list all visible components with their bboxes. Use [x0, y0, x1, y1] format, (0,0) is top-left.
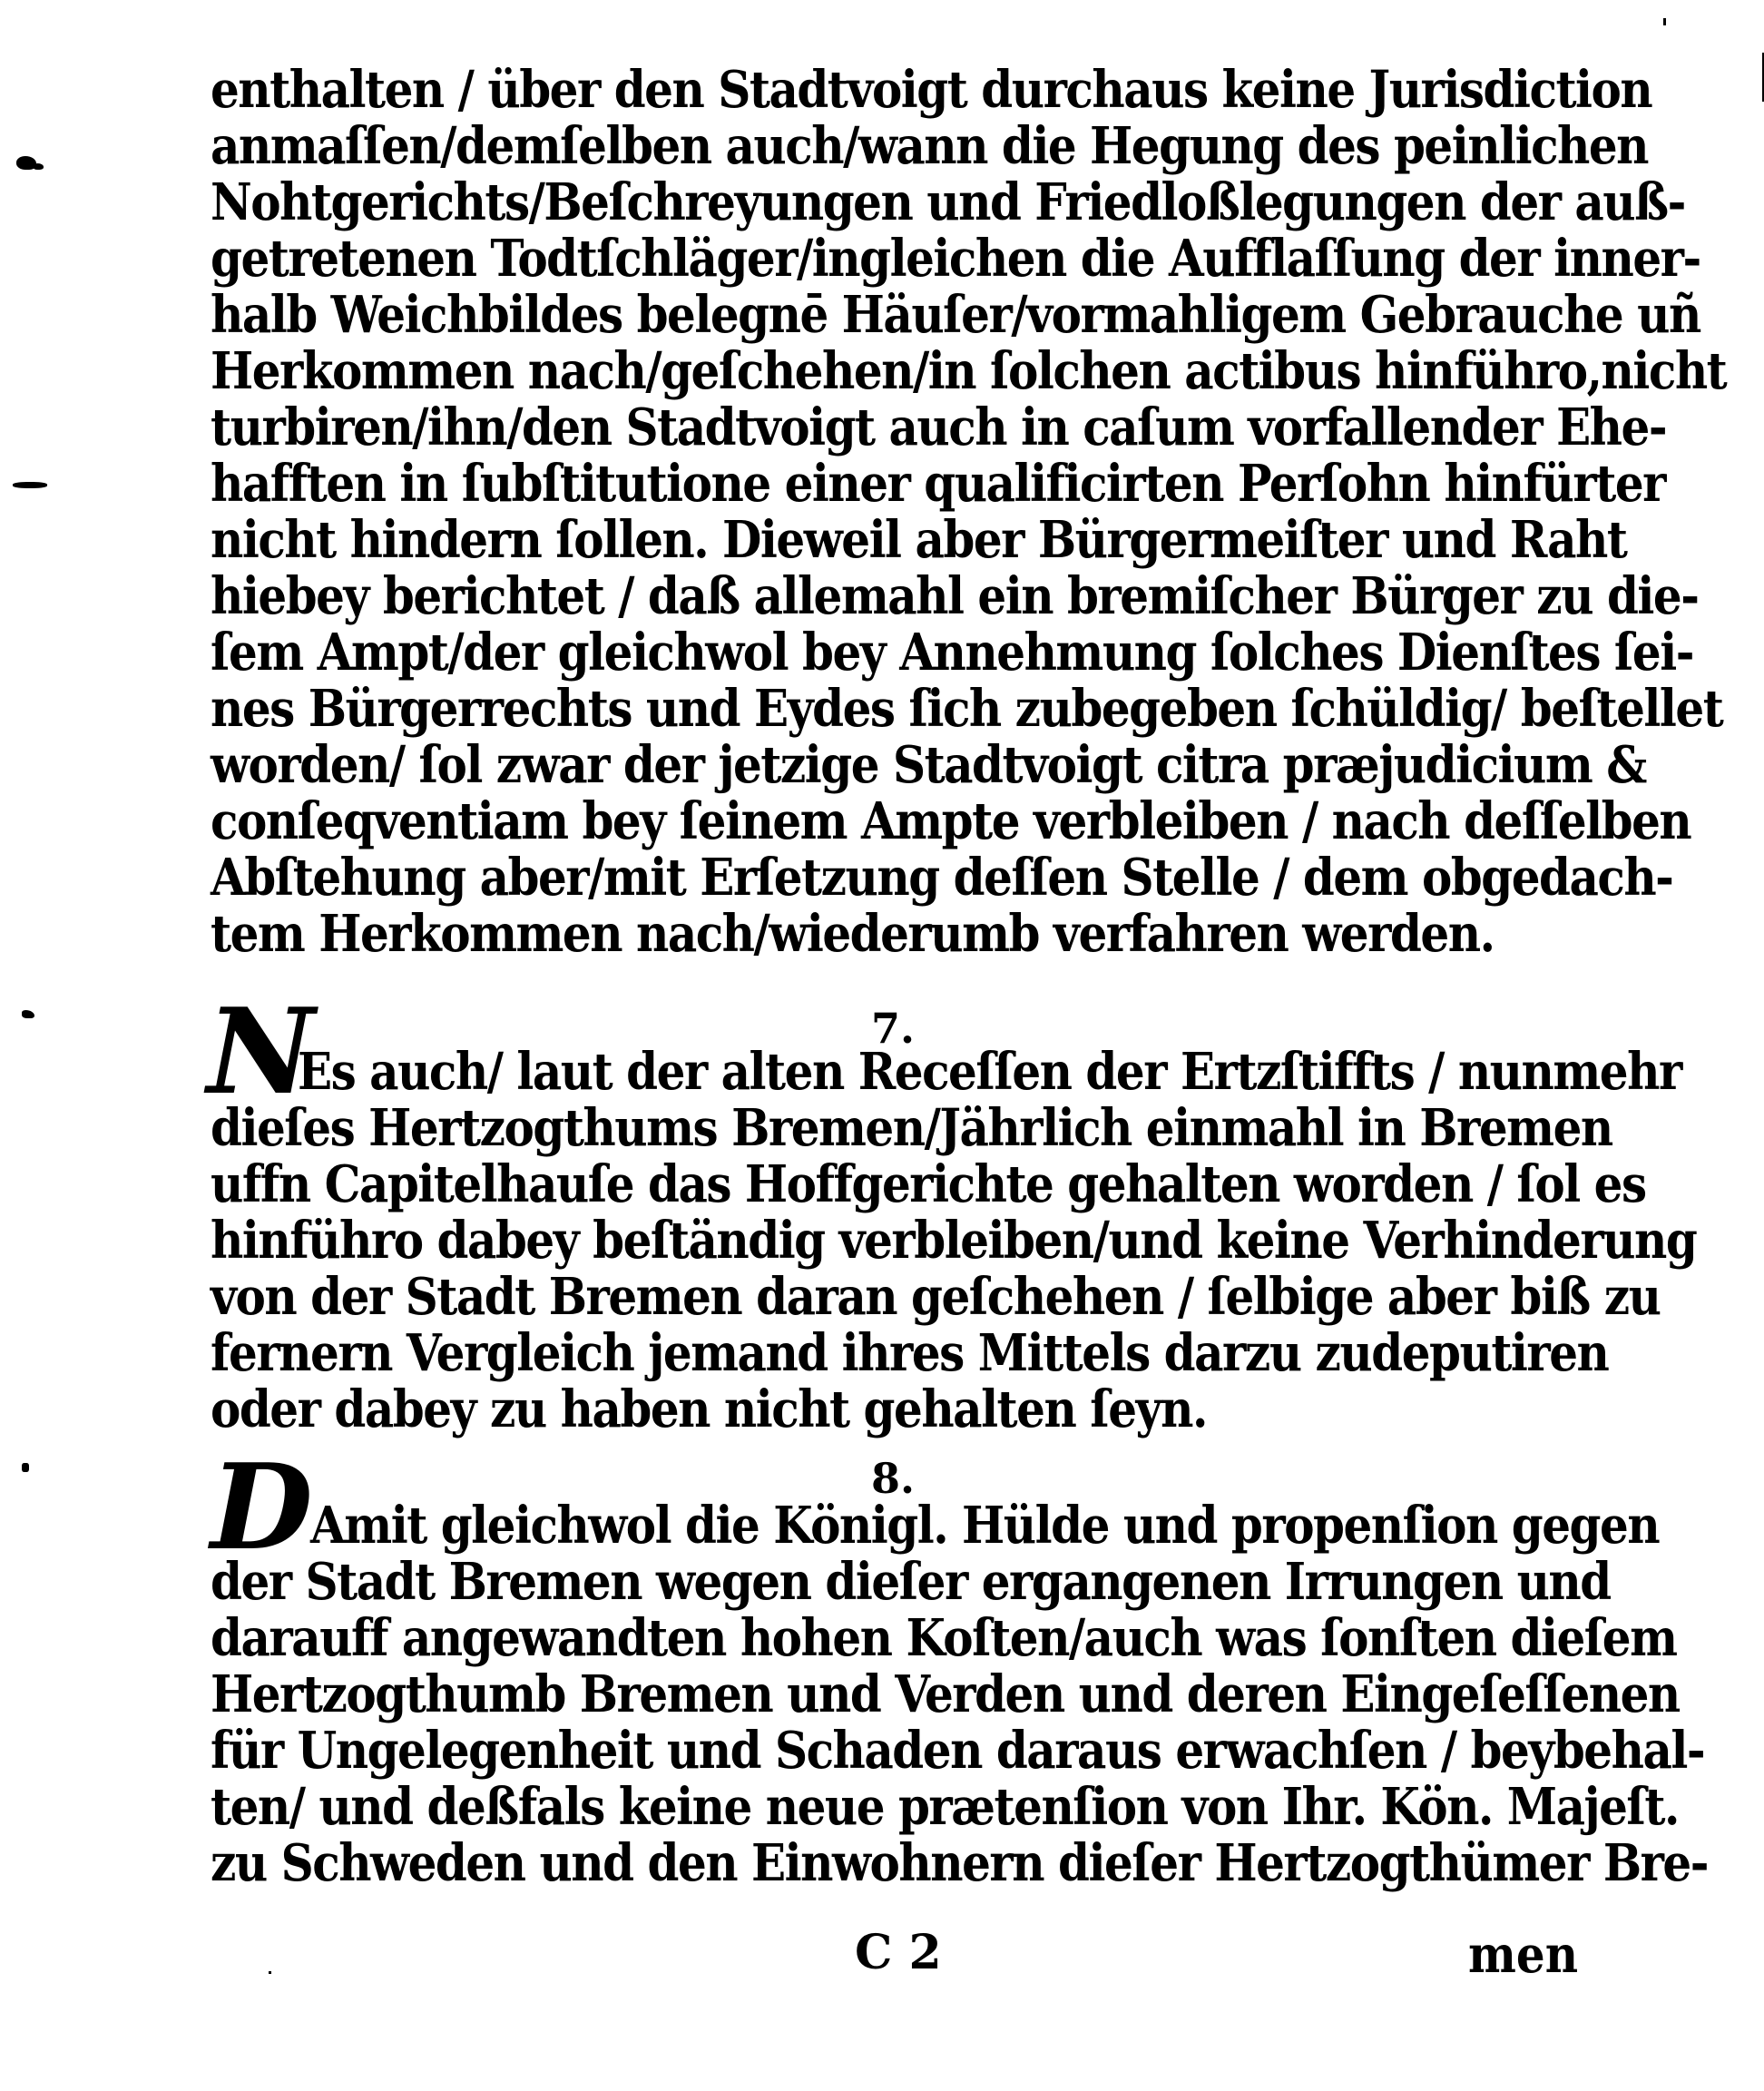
text-line: turbiren/ihn/den Stadtvoigt auch in caſum vorfallender Ehe- [211, 397, 1667, 457]
text-line: anmaſſen/demſelben auch/wann die Hegung des peinlichen [211, 115, 1649, 176]
text-line: conſeqventiam bey ſeinem Ampte verbleiben / nach deſſelben [211, 790, 1691, 851]
text-line: Es auch/ laut der alten Receſſen der Ertzſtiffts / nunmehr [298, 1041, 1681, 1102]
signature-mark: C 2 [855, 1925, 942, 1980]
text-line: hiebey berichtet / daß allemahl ein bremiſcher Bürger zu die- [211, 565, 1699, 626]
text-line: für Ungelegenheit und Schaden daraus erwachſen / beybehal- [211, 1720, 1705, 1781]
text-line: worden/ ſol zwar der jetzige Stadtvoigt citra præjudicium & [211, 734, 1646, 795]
text-line: nes Bürgerrechts und Eydes ſich zubegeben ſchüldig/ beſtellet [211, 678, 1723, 739]
scan-speck [1663, 18, 1666, 25]
text-line: getretenen Todtſchläger/ingleichen die Aufflaſſung der inner- [211, 228, 1700, 289]
text-line: oder dabey zu haben nicht gehalten ſeyn. [211, 1379, 1207, 1439]
drop-cap-initial: N [207, 982, 315, 1121]
text-line: von der Stadt Bremen daran geſchehen / ſelbige aber biß zu [211, 1266, 1661, 1327]
text-line: ſem Ampt/der gleichwol bey Annehmung ſolches Dienſtes ſei- [211, 622, 1693, 682]
text-line: enthalten / über den Stadtvoigt durchaus keine Jurisdiction [211, 59, 1652, 120]
text-line: Abſtehung aber/mit Erſetzung deſſen Stelle / dem obgedach- [211, 847, 1673, 908]
text-line: nicht hindern ſollen. Dieweil aber Bürgermeiſter und Raht [211, 509, 1627, 570]
text-line: halb Weichbildes belegnē Häuſer/vormahligem Gebrauche uñ [211, 284, 1700, 345]
margin-ink-mark [13, 482, 47, 488]
scan-speck [269, 1971, 271, 1974]
text-line: hinführo dabey beſtändig verbleiben/und keine Verhinderung [211, 1210, 1697, 1271]
text-line: Amit gleichwol die Königl. Hülde und propenſion gegen [310, 1495, 1660, 1556]
section-7-paragraph [211, 1041, 1697, 1439]
text-line: Herkommen nach/geſchehen/in ſolchen actibus hinführo,nicht [211, 340, 1727, 401]
text-line: hafften in ſubſtitutione einer qualificirten Perſohn hinfürter [211, 453, 1665, 514]
section-number-8: 8. [871, 1454, 916, 1503]
margin-ink-mark [33, 163, 44, 170]
text-line: dieſes Hertzogthums Bremen/Jährlich einmahl in Bremen [211, 1097, 1612, 1158]
margin-ink-mark [22, 1463, 29, 1472]
text-line: fernern Vergleich jemand ihres Mittels darzu zudeputiren [211, 1322, 1609, 1383]
catchword: men [1468, 1924, 1579, 1985]
text-line: tem Herkommen nach/wiederumb verfahren werden. [211, 903, 1494, 964]
margin-ink-mark [22, 1010, 34, 1018]
paragraph-6-continuation [211, 59, 1727, 964]
section-8-paragraph [211, 1495, 1708, 1893]
drop-cap-initial: D [211, 1438, 313, 1576]
text-line: darauff angewandten hohen Koſten/auch was ſonſten dieſem [211, 1607, 1677, 1668]
text-line: der Stadt Bremen wegen dieſer ergangenen Irrungen und [211, 1551, 1611, 1612]
text-line: Nohtgerichts/Beſchreyungen und Friedloßlegungen der auß- [211, 172, 1685, 232]
text-line: uffn Capitelhauſe das Hoffgerichte gehalten worden / ſol es [211, 1153, 1646, 1214]
section-number-7: 7. [871, 1004, 916, 1053]
text-line: ten/ und deßfals keine neue prætenſion von Ihr. Kön. Majeſt. [211, 1776, 1679, 1837]
text-line: zu Schweden und den Einwohnern dieſer Hertzogthümer Bre- [211, 1832, 1708, 1893]
text-line: Hertzogthumb Bremen und Verden und deren Eingeſeſſenen [211, 1664, 1680, 1724]
